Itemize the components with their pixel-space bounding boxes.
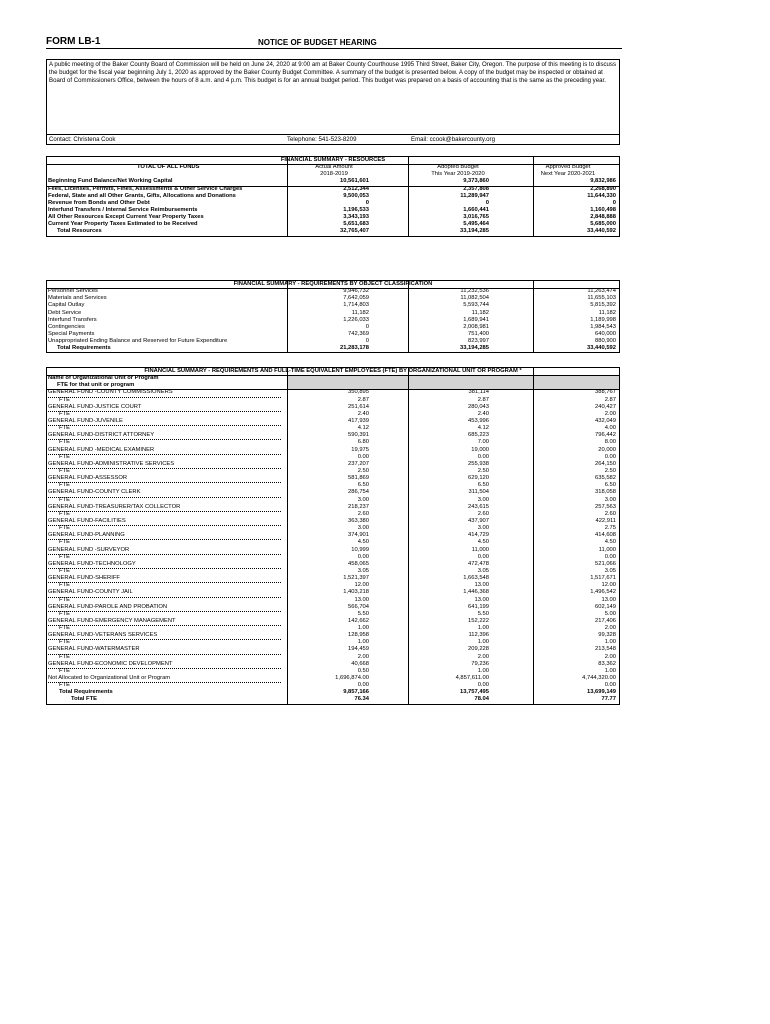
fte-unit-amount: 40,668 (351, 660, 369, 667)
fte-unit-fte: 2.87 (604, 396, 616, 403)
fte-unit-name: GENERAL FUND -SURVEYOR (48, 547, 281, 555)
resource-row-value: 9,500,053 (343, 192, 369, 199)
fte-unit-fte: 4.00 (604, 425, 616, 432)
fte-unit-name: GENERAL FUND-EMERGENCY MANAGEMENT (48, 618, 281, 626)
row-rule (47, 186, 619, 187)
resource-row-label: All Other Resources Except Current Year Property Taxes (48, 214, 204, 221)
resource-row-label: Fees, Licenses, Permits, Fines, Assessments & Other Service Charges (48, 185, 243, 192)
fte-unit-fte-label: FTE (59, 553, 70, 560)
fte-unit-name: GENERAL FUND-DISTRICT ATTORNEY (48, 432, 281, 440)
fte-total-fte-row-value: 77.77 (601, 696, 616, 703)
row-rule (47, 389, 619, 390)
fte-unit-fte-label: FTE (59, 567, 70, 574)
fte-unit-amount: 566,704 (348, 603, 369, 610)
fte-unit-amount: 237,207 (348, 460, 369, 467)
requirement-row-value: 1,689,941 (463, 316, 489, 323)
fte-unit-amount: 11,000 (598, 546, 616, 553)
fte-unit-amount: 1,446,368 (463, 589, 489, 596)
document-title: NOTICE OF BUDGET HEARING (258, 38, 377, 47)
fte-unit-name: GENERAL FUND-PLANNING (48, 532, 281, 540)
fte-unit-amount: 1,663,548 (463, 575, 489, 582)
fte-unit-name: GENERAL FUND-JUVENILE (48, 418, 281, 426)
resources-title: FINANCIAL SUMMARY - RESOURCES (280, 157, 386, 163)
fte-unit-fte: 0.00 (357, 682, 369, 689)
fte-unit-amount: 472,478 (468, 560, 489, 567)
fte-unit-amount: 381,114 (468, 389, 489, 396)
fte-unit-amount: 213,548 (595, 646, 616, 653)
fte-unit-amount: 602,149 (595, 603, 616, 610)
resource-row-value: 2,357,808 (463, 185, 489, 192)
requirements-total-row-value: 33,194,285 (459, 345, 489, 352)
resource-row-value: 2,268,890 (590, 185, 616, 192)
fte-unit-amount: 257,563 (595, 503, 616, 510)
fte-unit-fte: 0.00 (477, 553, 489, 560)
fte-unit-amount: 194,459 (348, 646, 369, 653)
fte-unit-name: GENERAL FUND-JUSTICE COURT (48, 404, 281, 412)
fte-unit-amount: 217,406 (595, 617, 616, 624)
fte-unit-fte-label: FTE (59, 482, 70, 489)
fte-total-fte-row-value: 76.34 (354, 696, 369, 703)
requirements-title: FINANCIAL SUMMARY - REQUIREMENTS BY OBJECT CLASSIFICATION (233, 281, 433, 287)
fte-unit-fte-label: FTE (59, 667, 70, 674)
resources-label-header: TOTAL OF ALL FUNDS (137, 164, 200, 171)
fte-unit-name: GENERAL FUND-TREASURER/TAX COLLECTOR (48, 504, 281, 512)
column-header-year: Next Year 2020-2021 (540, 171, 596, 178)
fte-unit-fte: 12.00 (354, 582, 369, 589)
resource-row-label: Federal, State and all Other Grants, Gifts, Allocations and Donations (48, 192, 236, 199)
fte-unit-amount: 280,043 (468, 403, 489, 410)
resource-row-value: 5,495,464 (463, 221, 489, 228)
fte-unit-fte: 6.50 (357, 482, 369, 489)
fte-unit-fte: 7.00 (477, 439, 489, 446)
fte-unit-fte: 2.75 (604, 525, 616, 532)
fte-unit-amount: 1,403,218 (343, 589, 369, 596)
fte-unit-amount: 1,496,542 (590, 589, 616, 596)
fte-unit-amount: 432,049 (595, 417, 616, 424)
requirement-row-label: Contingencies (48, 323, 85, 330)
fte-unit-name: GENERAL FUND-TECHNOLOGY (48, 561, 281, 569)
fte-unit-name: GENERAL FUND -MEDICAL EXAMINER (48, 447, 281, 455)
column-rule (533, 368, 534, 704)
requirements-total-row-value: 33,440,592 (586, 345, 616, 352)
fte-unit-amount: 350,895 (348, 389, 369, 396)
fte-unit-fte: 0.00 (357, 453, 369, 460)
fte-unit-name: GENERAL FUND-ADMINISTRATIVE SERVICES (48, 461, 281, 469)
fte-total-fte-row-value: 78.04 (474, 696, 489, 703)
fte-unit-fte: 1.00 (357, 625, 369, 632)
fte-unit-amount: 388,767 (595, 389, 616, 396)
fte-unit-fte: 2.50 (477, 467, 489, 474)
fte-total-fte-row-label: Total FTE (71, 696, 97, 703)
fte-unit-amount: 453,996 (468, 417, 489, 424)
fte-unit-amount: 152,222 (468, 617, 489, 624)
fte-unit-fte: 2.50 (604, 467, 616, 474)
resource-row-value: 1,660,441 (463, 206, 489, 213)
fte-unit-fte: 13.00 (474, 596, 489, 603)
fte-total-requirements-row-value: 13,699,149 (586, 689, 616, 696)
fte-unit-amount: 20,000 (598, 446, 616, 453)
resource-row-value: 11,289,947 (460, 192, 489, 199)
fte-unit-amount: 209,228 (468, 646, 489, 653)
resource-row-value: 0 (612, 199, 616, 206)
fte-unit-fte: 0.00 (604, 453, 616, 460)
fte-unit-fte: 2.60 (477, 510, 489, 517)
resource-row-value: 0 (485, 199, 489, 206)
requirement-row-value: 751,400 (468, 330, 489, 337)
fte-unit-fte: 13.00 (474, 582, 489, 589)
fte-unit-fte: 1.00 (357, 639, 369, 646)
fte-unit-fte-label: FTE (59, 653, 70, 660)
requirement-row-value: 11,182 (471, 309, 489, 316)
resource-row-label: Interfund Transfers / Internal Service Reimbursements (48, 206, 198, 213)
fte-unit-fte: 3.00 (477, 525, 489, 532)
requirement-row-label: Special Payments (48, 330, 95, 337)
intro-box (46, 59, 620, 145)
requirement-row-value: 11,655,103 (587, 295, 616, 302)
resource-row-value: 11,644,330 (587, 192, 616, 199)
resource-row-value: 2,512,344 (343, 185, 369, 192)
fte-unit-amount: 363,380 (348, 517, 369, 524)
requirements-table (46, 280, 620, 353)
fte-unit-fte: 4.50 (477, 539, 489, 546)
fte-unit-fte: 5.50 (357, 610, 369, 617)
fte-unit-amount: 10,999 (351, 546, 369, 553)
fte-unit-fte: 5.00 (604, 610, 616, 617)
fte-unit-name: GENERAL FUND-VETERANS SERVICES (48, 632, 281, 640)
fte-unit-fte-label: FTE (59, 496, 70, 503)
column-rule (287, 281, 288, 352)
requirement-row-value: 1,226,033 (343, 316, 369, 323)
fte-unit-fte: 4.12 (477, 425, 489, 432)
requirement-row-label: Interfund Transfers (48, 316, 97, 323)
resource-row-value: 1,160,498 (590, 206, 616, 213)
resource-row-label: Current Year Property Taxes Estimated to be Received (48, 221, 198, 228)
resource-row-value: 2,848,888 (590, 214, 616, 221)
fte-unit-amount: 417,939 (348, 417, 369, 424)
fte-table (46, 367, 620, 705)
resource-row-value: 1,196,533 (343, 206, 369, 213)
requirement-row-value: 1,984,543 (590, 323, 616, 330)
requirement-row-label: Debt Service (48, 309, 82, 316)
fte-unit-fte: 2.50 (357, 467, 369, 474)
fte-unit-fte: 6.80 (357, 439, 369, 446)
fte-unit-amount: 521,066 (595, 560, 616, 567)
fte-unit-fte: 2.00 (357, 653, 369, 660)
fte-unit-fte: 0.00 (604, 682, 616, 689)
fte-unit-fte: 12.00 (601, 582, 616, 589)
intro-text: A public meeting of the Baker County Board of Commission will be held on June 24, 2020 at 9:00 am at Baker County Courthouse 1995 Third Street, Baker City, Oregon. The purpose of this meeting is to discuss the budget for the fiscal year beginning July 1, 2020 as approved by the Baker County Budget Committee. A summary of the budget is presented below. A copy of the budget may be inspected or obtained at Board of Commissioners Office, between the hours of 8 a.m. and 4 p.m. This budget is for an annual budget period. This budget was prepared on a basis of accounting that is the same as the preceding year. (49, 61, 617, 84)
fte-title: FINANCIAL SUMMARY - REQUIREMENTS AND FULL-TIME EQUIVALENT EMPLOYEES (FTE) BY ORGANIZATIONAL UNIT OR PROGRAM * (144, 368, 522, 374)
requirements-total-row-value: 21,283,178 (339, 345, 369, 352)
fte-unit-amount: 11,000 (471, 546, 489, 553)
fte-unit-fte: 2.60 (604, 510, 616, 517)
requirement-row-value: 11,232,536 (460, 288, 489, 295)
fte-unit-amount: 311,504 (468, 489, 489, 496)
column-header-year: 2018-2019 (320, 171, 348, 178)
fte-unit-fte: 6.50 (477, 482, 489, 489)
fte-unit-fte-label: FTE (59, 639, 70, 646)
fte-unit-amount: 4,857,611.00 (455, 675, 489, 682)
requirement-row-value: 640,000 (595, 330, 616, 337)
form-header (46, 38, 622, 48)
requirement-row-value: 5,815,392 (590, 302, 616, 309)
column-header-year: This Year 2019-2020 (431, 171, 485, 178)
requirements-total-row-label: Total Requirements (57, 345, 111, 352)
fte-unit-fte: 1.00 (477, 667, 489, 674)
resource-row-value: 3,016,765 (463, 214, 489, 221)
resources-total-row-value: 32,765,407 (339, 228, 369, 235)
resource-row-value: 5,685,000 (590, 221, 616, 228)
fte-unit-amount: 112,396 (468, 632, 489, 639)
fte-unit-amount: 437,907 (468, 517, 489, 524)
requirement-row-value: 1,714,803 (343, 302, 369, 309)
fte-unit-fte-label: FTE (59, 467, 70, 474)
fte-unit-fte: 4.50 (604, 539, 616, 546)
fte-total-requirements-row-value: 9,857,166 (343, 689, 369, 696)
fte-unit-fte: 3.00 (357, 496, 369, 503)
column-rule (287, 157, 288, 236)
fte-unit-amount: 581,869 (348, 475, 369, 482)
requirement-row-value: 823,997 (468, 338, 489, 345)
fte-unit-amount: 374,901 (348, 532, 369, 539)
requirement-row-value: 11,082,504 (460, 295, 489, 302)
fte-unit-amount: 422,911 (595, 517, 616, 524)
fte-unit-amount: 99,328 (598, 632, 616, 639)
requirement-row-value: 2,008,981 (463, 323, 489, 330)
resource-row-value: 5,651,683 (343, 221, 369, 228)
fte-unit-fte: 2.00 (604, 410, 616, 417)
resources-table (46, 156, 620, 237)
resource-row-value: 10,561,601 (339, 178, 369, 185)
fte-unit-fte-label: FTE (59, 682, 70, 689)
fte-unit-amount: 414,608 (595, 532, 616, 539)
fte-header-fte: FTE for that unit or program (57, 382, 135, 389)
fte-header-name: Name of Organizational Unit or Program (48, 375, 159, 382)
resource-row-label: Beginning Fund Balance/Net Working Capital (48, 178, 173, 185)
contact-row (47, 134, 619, 144)
fte-unit-fte: 1.00 (477, 625, 489, 632)
column-header: Actual Amount (315, 164, 353, 171)
fte-unit-amount: 142,662 (348, 617, 369, 624)
fte-unit-amount: 318,058 (595, 489, 616, 496)
fte-unit-fte-label: FTE (59, 539, 70, 546)
fte-unit-amount: 635,582 (595, 475, 616, 482)
header-rule (46, 48, 622, 49)
form-id: FORM LB-1 (46, 36, 101, 47)
requirement-row-value: 880,900 (595, 338, 616, 345)
fte-unit-fte: 2.87 (477, 396, 489, 403)
fte-unit-amount: 286,754 (348, 489, 369, 496)
fte-unit-amount: 243,615 (468, 503, 489, 510)
fte-unit-amount: 264,150 (595, 460, 616, 467)
requirement-row-value: 11,182 (351, 309, 369, 316)
fte-unit-fte: 1.00 (477, 639, 489, 646)
fte-unit-fte: 3.05 (477, 567, 489, 574)
fte-unit-fte: 13.00 (354, 596, 369, 603)
fte-unit-fte: 1.00 (604, 639, 616, 646)
resource-row-value: 9,373,860 (463, 178, 489, 185)
fte-unit-fte: 3.05 (357, 567, 369, 574)
fte-unit-amount: 1,517,671 (590, 575, 616, 582)
fte-unit-name: GENERAL FUND -COUNTY COMMISSIONERS (48, 389, 281, 397)
requirement-row-value: 0 (365, 338, 369, 345)
fte-unit-fte: 2.00 (477, 653, 489, 660)
column-rule (408, 281, 409, 352)
fte-unit-fte: 0.00 (477, 453, 489, 460)
fte-unit-name: GENERAL FUND-WATERMASTER (48, 646, 281, 654)
contact-telephone: Telephone: 541-523-8209 (287, 136, 357, 143)
fte-unit-amount: 796,442 (595, 432, 616, 439)
fte-unit-name: GENERAL FUND-FACILITIES (48, 518, 281, 526)
fte-unit-amount: 255,938 (468, 460, 489, 467)
column-header: Adopted Budget (437, 164, 479, 171)
resources-total-row-value: 33,440,592 (586, 228, 616, 235)
requirement-row-value: 11,263,474 (587, 288, 616, 295)
column-header: Approved Budget (545, 164, 591, 171)
fte-unit-fte: 0.50 (357, 667, 369, 674)
fte-unit-fte-label: FTE (59, 425, 70, 432)
requirement-row-value: 11,182 (598, 309, 616, 316)
fte-unit-amount: 128,958 (348, 632, 369, 639)
contact-email: Email: ccook@bakercounty.org (411, 136, 495, 143)
fte-unit-fte-label: FTE (59, 596, 70, 603)
requirement-row-label: Unappropriated Ending Balance and Reserved for Future Expenditure (48, 338, 228, 345)
fte-unit-fte: 2.87 (357, 396, 369, 403)
column-rule (533, 157, 534, 236)
requirement-row-value: 742,369 (348, 330, 369, 337)
fte-unit-fte: 2.00 (604, 625, 616, 632)
fte-unit-amount: 251,614 (348, 403, 369, 410)
fte-unit-fte-label: FTE (59, 396, 70, 403)
fte-unit-amount: 240,427 (595, 403, 616, 410)
fte-unit-fte: 3.05 (604, 567, 616, 574)
fte-unit-amount: 414,729 (468, 532, 489, 539)
fte-unit-amount: 629,120 (468, 475, 489, 482)
column-rule (408, 157, 409, 236)
fte-unit-amount: 19,000 (471, 446, 489, 453)
contact-name: Contact: Christena Cook (49, 136, 116, 143)
column-rule (287, 368, 288, 704)
fte-unit-name: Not Allocated to Organizational Unit or Program (48, 675, 281, 683)
column-rule (533, 281, 534, 352)
fte-unit-name: GENERAL FUND-ECONOMIC DEVELOPMENT (48, 661, 281, 669)
fte-unit-amount: 4,744,320.00 (582, 675, 616, 682)
row-rule (47, 164, 619, 165)
fte-unit-fte: 0.00 (477, 682, 489, 689)
requirement-row-value: 9,946,732 (343, 288, 369, 295)
fte-unit-fte: 4.12 (357, 425, 369, 432)
requirement-row-label: Materials and Services (48, 295, 107, 302)
fte-unit-fte: 2.40 (357, 410, 369, 417)
resource-row-label: Revenue from Bonds and Other Debt (48, 199, 150, 206)
requirement-row-value: 5,593,744 (463, 302, 489, 309)
fte-unit-fte: 2.60 (357, 510, 369, 517)
fte-unit-fte: 2.00 (604, 653, 616, 660)
requirement-row-label: Capital Outlay (48, 302, 85, 309)
resources-total-row-label: Total Resources (57, 228, 102, 235)
fte-unit-fte-label: FTE (59, 439, 70, 446)
fte-unit-fte: 1.00 (604, 667, 616, 674)
fte-total-requirements-row-value: 13,757,495 (459, 689, 489, 696)
row-rule (47, 288, 619, 289)
requirement-row-value: 7,642,059 (343, 295, 369, 302)
column-rule (408, 368, 409, 704)
fte-unit-fte: 5.50 (477, 610, 489, 617)
fte-unit-fte: 4.50 (357, 539, 369, 546)
fte-unit-fte-label: FTE (59, 625, 70, 632)
fte-unit-amount: 458,065 (348, 560, 369, 567)
fte-unit-fte: 2.40 (477, 410, 489, 417)
resource-row-value: 9,832,986 (590, 178, 616, 185)
fte-unit-name: GENERAL FUND-ASSESSOR (48, 475, 281, 483)
resource-row-value: 3,343,193 (343, 214, 369, 221)
fte-unit-name: GENERAL FUND-PAROLE AND PROBATION (48, 604, 281, 612)
fte-unit-amount: 1,696,874.00 (335, 675, 369, 682)
fte-unit-name: GENERAL FUND-COUNTY JAIL (48, 589, 281, 597)
fte-unit-amount: 79,236 (471, 660, 489, 667)
fte-unit-amount: 685,223 (468, 432, 489, 439)
fte-unit-amount: 1,521,397 (343, 575, 369, 582)
requirement-row-value: 0 (365, 323, 369, 330)
fte-unit-fte-label: FTE (59, 453, 70, 460)
fte-unit-amount: 218,237 (348, 503, 369, 510)
fte-unit-fte-label: FTE (59, 510, 70, 517)
requirement-row-label: Personnel Services (48, 288, 98, 295)
fte-unit-fte-label: FTE (59, 610, 70, 617)
fte-unit-fte-label: FTE (59, 410, 70, 417)
fte-unit-fte: 13.00 (601, 596, 616, 603)
resource-row-value: 0 (365, 199, 369, 206)
fte-unit-fte-label: FTE (59, 525, 70, 532)
fte-unit-fte: 0.00 (357, 553, 369, 560)
requirement-row-value: 1,189,998 (590, 316, 616, 323)
fte-unit-fte: 0.00 (604, 553, 616, 560)
resources-total-row-value: 33,194,285 (459, 228, 489, 235)
fte-unit-fte: 8.00 (604, 439, 616, 446)
row-rule (47, 375, 619, 376)
fte-unit-amount: 19,975 (351, 446, 369, 453)
fte-unit-fte: 3.00 (357, 525, 369, 532)
fte-unit-amount: 641,199 (468, 603, 489, 610)
fte-unit-fte: 6.50 (604, 482, 616, 489)
fte-unit-name: GENERAL FUND-COUNTY CLERK (48, 489, 281, 497)
fte-total-requirements-row-label: Total Requirements (59, 689, 113, 696)
fte-unit-amount: 83,362 (598, 660, 616, 667)
fte-unit-fte-label: FTE (59, 582, 70, 589)
fte-unit-name: GENERAL FUND-SHERIFF (48, 575, 281, 583)
fte-unit-fte: 3.00 (604, 496, 616, 503)
fte-unit-amount: 590,391 (348, 432, 369, 439)
fte-unit-fte: 3.00 (477, 496, 489, 503)
